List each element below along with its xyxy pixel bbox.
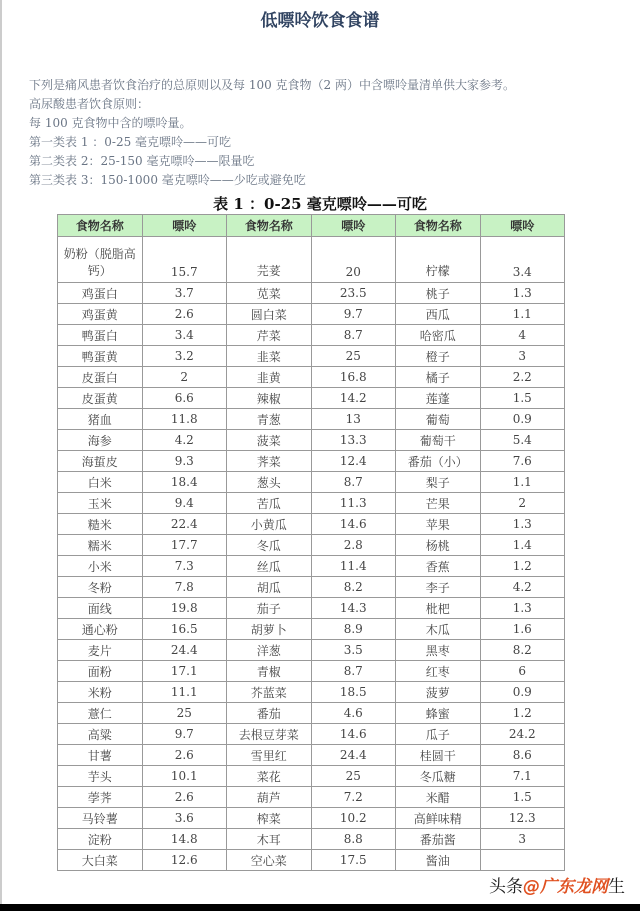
purine-value-cell: 11.8	[142, 409, 227, 430]
food-name-cell: 糯米	[58, 535, 143, 556]
table-title: 表 1 ：0-25 毫克嘌呤——可吃	[213, 195, 427, 213]
food-name-cell: 辣椒	[227, 388, 312, 409]
purine-value-cell: 5.4	[480, 430, 565, 451]
table-row	[58, 514, 565, 535]
intro-line: 第二类表 2：25-150 毫克嘌呤——限量吃	[29, 154, 255, 168]
intro-line: 每 100 克食物中含的嘌呤量。	[29, 116, 192, 130]
purine-value-cell: 0.9	[480, 682, 565, 703]
purine-value-cell: 8.7	[311, 472, 396, 493]
page-title: 低嘌呤饮食食谱	[260, 11, 380, 31]
food-name-cell: 桃子	[396, 283, 481, 304]
food-name-cell: 白米	[58, 472, 143, 493]
food-name-cell: 哈密瓜	[396, 325, 481, 346]
purine-value-cell: 25	[142, 703, 227, 724]
purine-value-cell: 3.7	[142, 283, 227, 304]
purine-value-cell: 6	[480, 661, 565, 682]
food-name-cell: 茄子	[227, 598, 312, 619]
food-name-cell: 橙子	[396, 346, 481, 367]
table-row	[58, 829, 565, 850]
food-name-cell: 番茄	[227, 703, 312, 724]
food-name-cell: 菠萝	[396, 682, 481, 703]
purine-value-cell: 1.2	[480, 556, 565, 577]
food-name-cell: 木瓜	[396, 619, 481, 640]
food-name-cell: 柠檬	[396, 237, 481, 283]
food-name-cell: 芒果	[396, 493, 481, 514]
purine-value-cell: 1.3	[480, 514, 565, 535]
purine-value-cell: 24.2	[480, 724, 565, 745]
purine-value-cell: 3.2	[142, 346, 227, 367]
purine-value-cell: 2.6	[142, 745, 227, 766]
purine-value-cell: 25	[311, 346, 396, 367]
purine-value-cell: 3.4	[480, 237, 565, 283]
purine-value-cell: 14.8	[142, 829, 227, 850]
food-name-cell: 芫荽	[227, 237, 312, 283]
purine-value-cell: 7.1	[480, 766, 565, 787]
table-row	[58, 388, 565, 409]
purine-value-cell: 1.4	[480, 535, 565, 556]
purine-value-cell: 1.1	[480, 304, 565, 325]
purine-value-cell: 2.8	[311, 535, 396, 556]
purine-value-cell: 19.8	[142, 598, 227, 619]
food-name-cell: 荸荠	[58, 787, 143, 808]
food-name-cell: 皮蛋白	[58, 367, 143, 388]
purine-value-cell: 17.7	[142, 535, 227, 556]
purine-value-cell: 8.6	[480, 745, 565, 766]
food-name-cell: 芹菜	[227, 325, 312, 346]
purine-value-cell: 16.5	[142, 619, 227, 640]
header-purine: 嘌呤	[142, 215, 227, 237]
purine-value-cell: 25	[311, 766, 396, 787]
table-row	[58, 661, 565, 682]
food-name-cell: 马铃薯	[58, 808, 143, 829]
food-name-cell: 雪里红	[227, 745, 312, 766]
table-row	[58, 451, 565, 472]
food-name-cell: 葫芦	[227, 787, 312, 808]
purine-value-cell: 3	[480, 829, 565, 850]
table-row	[58, 409, 565, 430]
food-name-cell: 荠菜	[227, 451, 312, 472]
food-name-cell: 薏仁	[58, 703, 143, 724]
purine-value-cell: 14.6	[311, 514, 396, 535]
purine-value-cell: 3	[480, 346, 565, 367]
header-food-name: 食物名称	[227, 215, 312, 237]
table-row	[58, 577, 565, 598]
purine-value-cell: 14.2	[311, 388, 396, 409]
purine-value-cell: 3.6	[142, 808, 227, 829]
table-row	[58, 682, 565, 703]
table-row	[58, 703, 565, 724]
food-name-cell: 面粉	[58, 661, 143, 682]
purine-value-cell: 9.3	[142, 451, 227, 472]
purine-value-cell: 4.2	[480, 577, 565, 598]
table-row	[58, 766, 565, 787]
table-row	[58, 745, 565, 766]
purine-value-cell: 16.8	[311, 367, 396, 388]
intro-line: 高尿酸患者饮食原则：	[29, 97, 150, 111]
food-name-cell: 冬瓜	[227, 535, 312, 556]
food-name-cell: 青椒	[227, 661, 312, 682]
watermark	[486, 872, 628, 897]
purine-value-cell: 2.6	[142, 787, 227, 808]
food-name-cell: 海蜇皮	[58, 451, 143, 472]
table-row	[58, 808, 565, 829]
intro-text	[29, 76, 515, 190]
food-name-cell: 葱头	[227, 472, 312, 493]
purine-value-cell: 9.7	[311, 304, 396, 325]
food-name-cell: 空心菜	[227, 850, 312, 871]
food-name-cell: 榨菜	[227, 808, 312, 829]
food-name-cell: 糙米	[58, 514, 143, 535]
purine-value-cell: 2	[142, 367, 227, 388]
table-row	[58, 304, 565, 325]
food-name-cell: 苹果	[396, 514, 481, 535]
purine-value-cell: 1.2	[480, 703, 565, 724]
food-name-cell: 黑枣	[396, 640, 481, 661]
purine-value-cell: 3.4	[142, 325, 227, 346]
food-name-cell: 鸡蛋黄	[58, 304, 143, 325]
food-name-cell: 菠菜	[227, 430, 312, 451]
purine-value-cell: 9.4	[142, 493, 227, 514]
purine-value-cell: 7.3	[142, 556, 227, 577]
purine-value-cell: 8.8	[311, 829, 396, 850]
food-name-cell: 西瓜	[396, 304, 481, 325]
purine-value-cell: 22.4	[142, 514, 227, 535]
purine-value-cell: 1.1	[480, 472, 565, 493]
food-name-cell: 木耳	[227, 829, 312, 850]
header-food-name: 食物名称	[396, 215, 481, 237]
purine-value-cell	[480, 850, 565, 871]
food-name-cell: 海参	[58, 430, 143, 451]
purine-value-cell: 3.5	[311, 640, 396, 661]
food-name-cell: 葡萄	[396, 409, 481, 430]
food-name-cell: 小米	[58, 556, 143, 577]
purine-value-cell: 4	[480, 325, 565, 346]
table-row	[58, 850, 565, 871]
purine-value-cell: 24.4	[311, 745, 396, 766]
food-name-cell: 淀粉	[58, 829, 143, 850]
purine-value-cell: 7.6	[480, 451, 565, 472]
purine-value-cell: 13	[311, 409, 396, 430]
food-name-cell: 酱油	[396, 850, 481, 871]
table-header-row	[58, 215, 565, 237]
watermark-brand: @广东龙网	[523, 877, 608, 897]
food-name-cell: 莲蓬	[396, 388, 481, 409]
food-name-cell: 番茄酱	[396, 829, 481, 850]
food-name-cell: 桂圆干	[396, 745, 481, 766]
food-name-cell: 甘薯	[58, 745, 143, 766]
header-food-name: 食物名称	[58, 215, 143, 237]
watermark-prefix: 头条	[489, 877, 523, 897]
food-name-cell: 鸡蛋白	[58, 283, 143, 304]
purine-value-cell: 10.1	[142, 766, 227, 787]
purine-value-cell: 18.4	[142, 472, 227, 493]
food-name-cell: 高粱	[58, 724, 143, 745]
food-name-cell: 青葱	[227, 409, 312, 430]
table-row	[58, 619, 565, 640]
purine-value-cell: 11.4	[311, 556, 396, 577]
food-name-cell: 鸭蛋黄	[58, 346, 143, 367]
food-name-cell: 玉米	[58, 493, 143, 514]
purine-value-cell: 1.5	[480, 787, 565, 808]
purine-value-cell: 15.7	[142, 237, 227, 283]
food-name-cell: 蜂蜜	[396, 703, 481, 724]
food-name-cell: 菜花	[227, 766, 312, 787]
food-name-cell: 猪血	[58, 409, 143, 430]
purine-value-cell: 7.2	[311, 787, 396, 808]
purine-value-cell: 11.3	[311, 493, 396, 514]
table-row	[58, 598, 565, 619]
table-row	[58, 556, 565, 577]
header-purine: 嘌呤	[311, 215, 396, 237]
food-name-cell: 瓜子	[396, 724, 481, 745]
food-name-cell: 葡萄干	[396, 430, 481, 451]
table-row	[58, 283, 565, 304]
food-name-cell: 韭黄	[227, 367, 312, 388]
table-row	[58, 325, 565, 346]
purine-value-cell: 2.2	[480, 367, 565, 388]
table-row	[58, 535, 565, 556]
page-border	[0, 0, 2, 905]
food-name-cell: 韭菜	[227, 346, 312, 367]
purine-value-cell: 8.7	[311, 325, 396, 346]
purine-value-cell: 2	[480, 493, 565, 514]
purine-table	[57, 214, 565, 871]
food-name-cell: 胡瓜	[227, 577, 312, 598]
food-name-cell: 面线	[58, 598, 143, 619]
food-name-cell: 芋头	[58, 766, 143, 787]
table-row	[58, 493, 565, 514]
food-name-cell: 冬瓜糖	[396, 766, 481, 787]
watermark-suffix: 生	[608, 877, 625, 897]
purine-value-cell: 7.8	[142, 577, 227, 598]
purine-value-cell: 20	[311, 237, 396, 283]
food-name-cell: 橘子	[396, 367, 481, 388]
intro-line: 第一类表 1 ：0-25 毫克嘌呤——可吃	[29, 135, 232, 149]
food-name-cell: 大白菜	[58, 850, 143, 871]
food-name-cell: 小黄瓜	[227, 514, 312, 535]
table-row	[58, 724, 565, 745]
purine-value-cell: 11.1	[142, 682, 227, 703]
food-name-cell: 去根豆芽菜	[227, 724, 312, 745]
purine-value-cell: 8.2	[311, 577, 396, 598]
food-name-cell: 麦片	[58, 640, 143, 661]
purine-value-cell: 2.6	[142, 304, 227, 325]
purine-value-cell: 0.9	[480, 409, 565, 430]
food-name-cell: 梨子	[396, 472, 481, 493]
purine-value-cell: 1.3	[480, 283, 565, 304]
food-name-cell: 香蕉	[396, 556, 481, 577]
food-name-cell: 番茄（小）	[396, 451, 481, 472]
purine-value-cell: 10.2	[311, 808, 396, 829]
purine-value-cell: 9.7	[142, 724, 227, 745]
food-name-cell: 高鲜味精	[396, 808, 481, 829]
food-name-cell: 苋菜	[227, 283, 312, 304]
purine-value-cell: 13.3	[311, 430, 396, 451]
purine-value-cell: 4.2	[142, 430, 227, 451]
purine-value-cell: 24.4	[142, 640, 227, 661]
purine-value-cell: 17.1	[142, 661, 227, 682]
food-name-cell: 洋葱	[227, 640, 312, 661]
food-name-cell: 胡萝卜	[227, 619, 312, 640]
food-name-cell: 冬粉	[58, 577, 143, 598]
food-name-cell: 圆白菜	[227, 304, 312, 325]
table-row	[58, 367, 565, 388]
food-name-cell: 米醋	[396, 787, 481, 808]
food-name-cell: 苦瓜	[227, 493, 312, 514]
table-row	[58, 346, 565, 367]
intro-line: 第三类表 3：150-1000 毫克嘌呤——少吃或避免吃	[29, 173, 306, 187]
purine-value-cell: 1.3	[480, 598, 565, 619]
purine-value-cell: 17.5	[311, 850, 396, 871]
food-name-cell: 芥蓝菜	[227, 682, 312, 703]
food-name-cell: 枇杷	[396, 598, 481, 619]
food-name-cell: 丝瓜	[227, 556, 312, 577]
food-name-cell: 皮蛋黄	[58, 388, 143, 409]
purine-value-cell: 8.2	[480, 640, 565, 661]
header-purine: 嘌呤	[480, 215, 565, 237]
purine-value-cell: 18.5	[311, 682, 396, 703]
purine-value-cell: 8.9	[311, 619, 396, 640]
table-row	[58, 787, 565, 808]
table-row	[58, 430, 565, 451]
purine-value-cell: 1.6	[480, 619, 565, 640]
purine-value-cell: 4.6	[311, 703, 396, 724]
food-name-cell: 红枣	[396, 661, 481, 682]
purine-value-cell: 12.4	[311, 451, 396, 472]
food-name-cell: 杨桃	[396, 535, 481, 556]
purine-value-cell: 1.5	[480, 388, 565, 409]
food-name-cell: 李子	[396, 577, 481, 598]
food-name-cell: 奶粉（脱脂高钙）	[58, 237, 143, 283]
food-name-cell: 通心粉	[58, 619, 143, 640]
food-name-cell: 米粉	[58, 682, 143, 703]
purine-value-cell: 14.6	[311, 724, 396, 745]
bottom-bar	[0, 904, 640, 911]
table-row	[58, 472, 565, 493]
food-name-cell: 鸭蛋白	[58, 325, 143, 346]
table-row	[58, 237, 565, 283]
purine-value-cell: 23.5	[311, 283, 396, 304]
purine-value-cell: 8.7	[311, 661, 396, 682]
purine-value-cell: 12.6	[142, 850, 227, 871]
table-row	[58, 640, 565, 661]
intro-line: 下列是痛风患者饮食治疗的总原则以及每 100 克食物（2 两）中含嘌呤量清单供大家参考。	[29, 78, 515, 92]
purine-value-cell: 14.3	[311, 598, 396, 619]
purine-value-cell: 12.3	[480, 808, 565, 829]
purine-value-cell: 6.6	[142, 388, 227, 409]
